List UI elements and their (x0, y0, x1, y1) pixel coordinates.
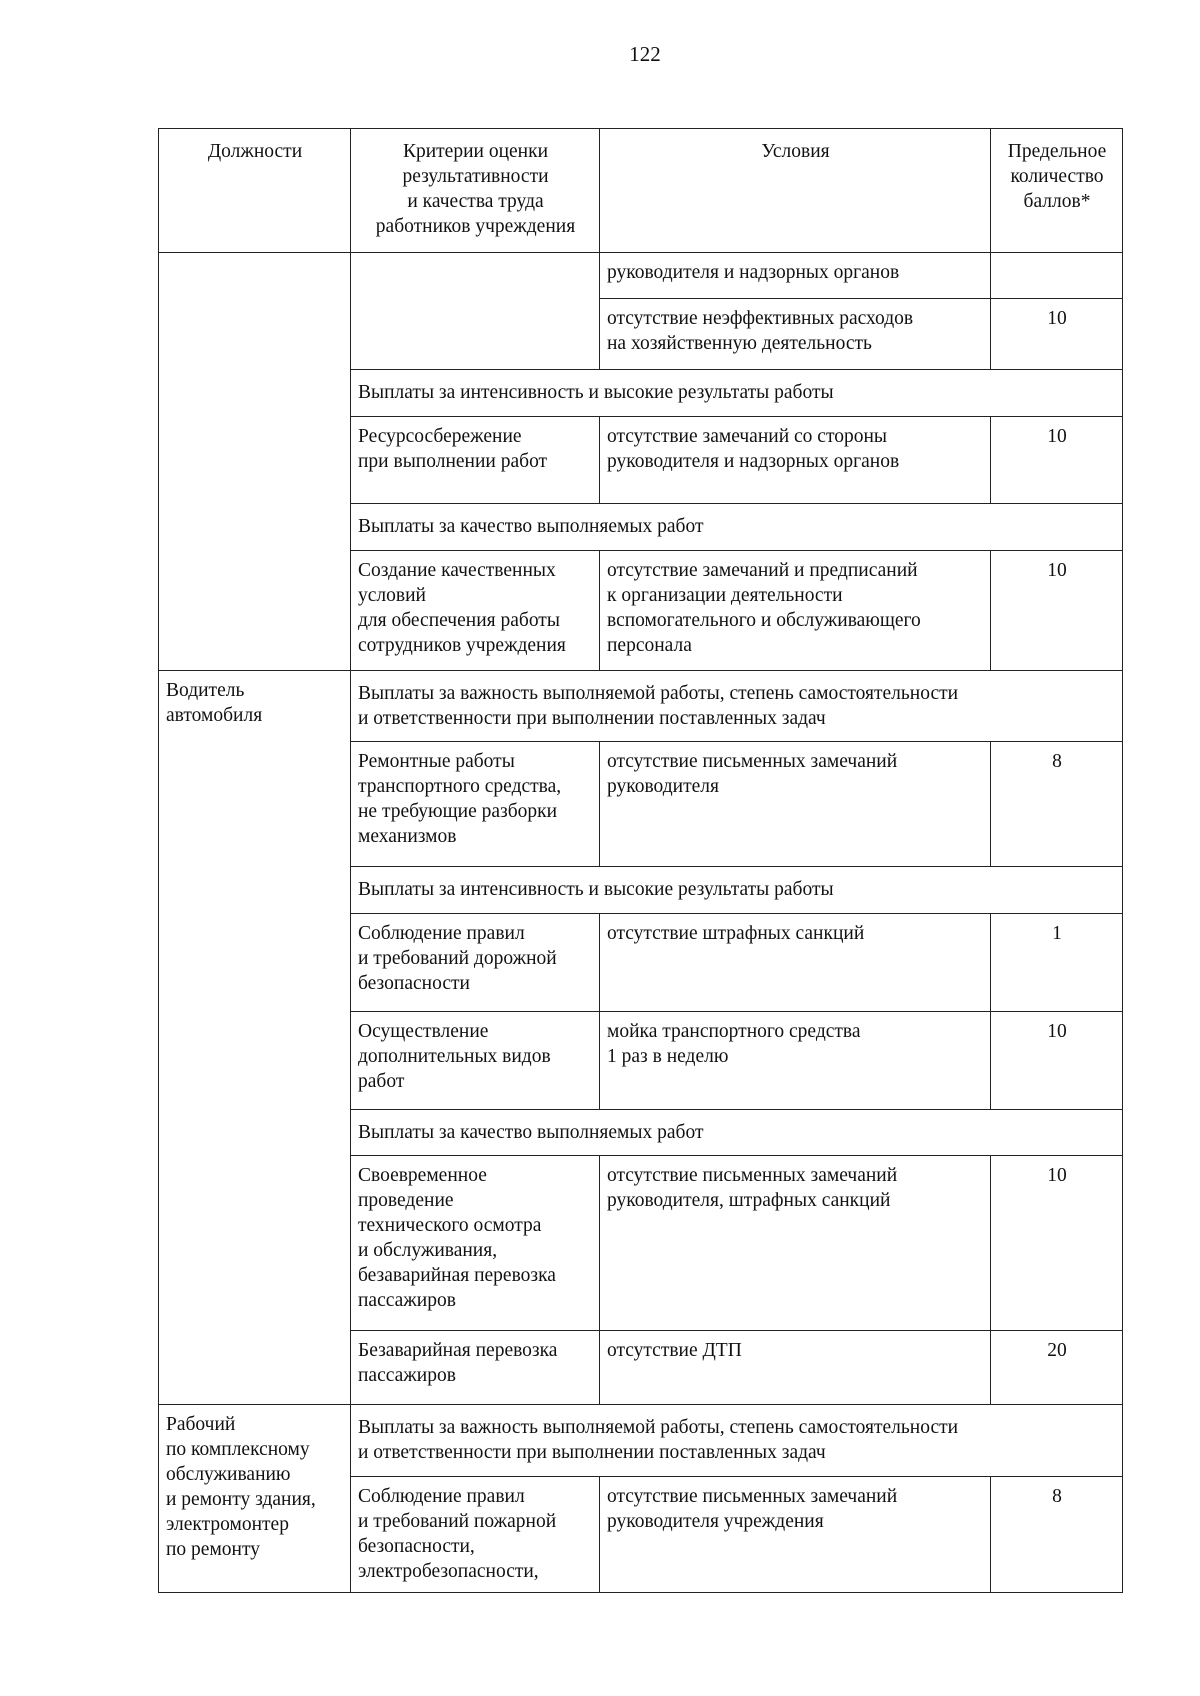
header-criteria: Критерии оценки результативности и качества труда работников учреждения (351, 129, 600, 253)
condition-cell: отсутствие замечаний и предписаний к организации деятельности вспомогательного и обслуживающего персонала (600, 551, 991, 671)
points-cell: 10 (991, 417, 1123, 504)
section-heading: Выплаты за важность выполняемой работы, степень самостоятельности и ответственности при выполнении поставленных задач (351, 1405, 1123, 1477)
points-cell: 1 (991, 914, 1123, 1012)
criteria-cell: Осуществление дополнительных видов работ (351, 1012, 600, 1110)
condition-cell: руководителя и надзорных органов (600, 253, 991, 299)
points-cell (991, 253, 1123, 299)
section-heading: Выплаты за интенсивность и высокие результаты работы (351, 867, 1123, 914)
points-cell: 8 (991, 1477, 1123, 1593)
section-heading: Выплаты за качество выполняемых работ (351, 504, 1123, 551)
section-heading: Выплаты за интенсивность и высокие результаты работы (351, 370, 1123, 417)
points-cell: 8 (991, 742, 1123, 867)
section-heading: Выплаты за качество выполняемых работ (351, 1110, 1123, 1156)
condition-cell: мойка транспортного средства 1 раз в неделю (600, 1012, 991, 1110)
criteria-cell: Соблюдение правил и требований пожарной безопасности, электробезопасности, (351, 1477, 600, 1593)
criteria-cell: Безаварийная перевозка пассажиров (351, 1331, 600, 1405)
points-cell: 10 (991, 299, 1123, 370)
condition-cell: отсутствие замечаний со стороны руководителя и надзорных органов (600, 417, 991, 504)
points-cell: 10 (991, 551, 1123, 671)
position-cell: Рабочий по комплексному обслуживанию и ремонту здания, электромонтер по ремонту (159, 1405, 351, 1593)
table-row (159, 253, 1123, 299)
criteria-cell: Ресурсосбережение при выполнении работ (351, 417, 600, 504)
points-cell: 10 (991, 1012, 1123, 1110)
condition-cell: отсутствие штрафных санкций (600, 914, 991, 1012)
points-cell: 10 (991, 1156, 1123, 1331)
criteria-cell: Создание качественных условий для обеспечения работы сотрудников учреждения (351, 551, 600, 671)
condition-cell: отсутствие ДТП (600, 1331, 991, 1405)
header-points: Предельное количество баллов* (991, 129, 1123, 253)
table-header-row (159, 129, 1123, 253)
header-position: Должности (159, 129, 351, 253)
position-cell (159, 253, 351, 671)
section-row (159, 671, 1123, 742)
criteria-cell: Ремонтные работы транспортного средства, не требующие разборки механизмов (351, 742, 600, 867)
condition-cell: отсутствие неэффективных расходов на хозяйственную деятельность (600, 299, 991, 370)
page-number: 122 (629, 42, 661, 66)
criteria-table (158, 128, 1123, 1593)
section-heading: Выплаты за важность выполняемой работы, степень самостоятельности и ответственности при выполнении поставленных задач (351, 671, 1123, 742)
header-conditions: Условия (600, 129, 991, 253)
condition-cell: отсутствие письменных замечаний руководителя, штрафных санкций (600, 1156, 991, 1331)
position-cell: Водитель автомобиля (159, 671, 351, 1405)
points-cell: 20 (991, 1331, 1123, 1405)
section-row (159, 1405, 1123, 1477)
criteria-cell: Соблюдение правил и требований дорожной безопасности (351, 914, 600, 1012)
criteria-cell: Своевременное проведение технического осмотра и обслуживания, безаварийная перевозка пассажиров (351, 1156, 600, 1331)
criteria-cell (351, 253, 600, 370)
condition-cell: отсутствие письменных замечаний руководителя учреждения (600, 1477, 991, 1593)
condition-cell: отсутствие письменных замечаний руководителя (600, 742, 991, 867)
